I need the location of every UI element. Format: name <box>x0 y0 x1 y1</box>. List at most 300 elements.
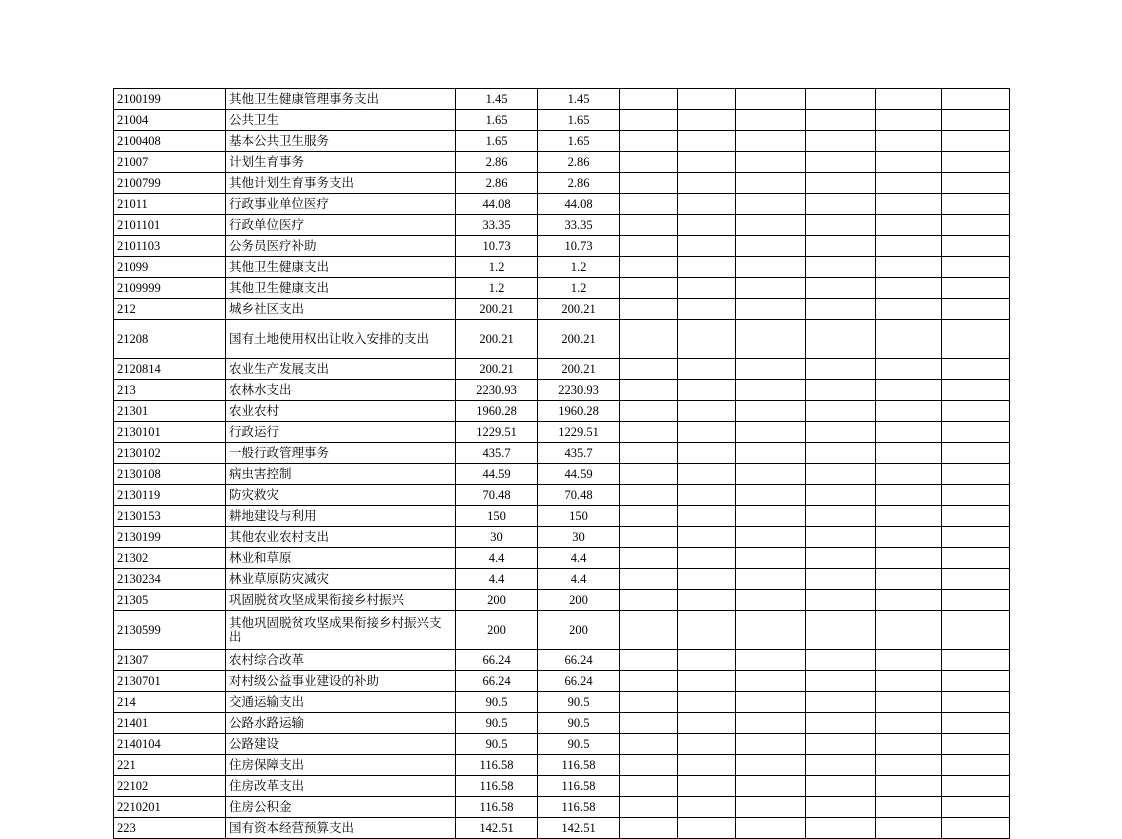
cell-amount-total: 90.5 <box>456 713 538 734</box>
cell-item-name: 农业农村 <box>226 401 456 422</box>
cell-empty <box>942 422 1010 443</box>
cell-item-name: 行政运行 <box>226 422 456 443</box>
table-row <box>114 401 1010 422</box>
cell-empty <box>678 257 736 278</box>
cell-empty <box>876 527 942 548</box>
cell-empty <box>678 506 736 527</box>
cell-empty <box>620 734 678 755</box>
cell-empty <box>678 671 736 692</box>
table-row <box>114 734 1010 755</box>
cell-item-name: 住房保障支出 <box>226 755 456 776</box>
cell-empty <box>736 527 806 548</box>
cell-empty <box>678 380 736 401</box>
cell-empty <box>806 818 876 839</box>
cell-empty <box>620 131 678 152</box>
table-row <box>114 671 1010 692</box>
cell-amount-total: 1.65 <box>456 110 538 131</box>
cell-empty <box>806 173 876 194</box>
cell-amount-total: 200.21 <box>456 299 538 320</box>
cell-empty <box>620 380 678 401</box>
cell-empty <box>736 173 806 194</box>
cell-code: 21007 <box>114 152 226 173</box>
cell-empty <box>620 443 678 464</box>
cell-empty <box>620 548 678 569</box>
cell-amount-basic: 200.21 <box>538 359 620 380</box>
cell-amount-basic: 90.5 <box>538 692 620 713</box>
cell-item-name: 交通运输支出 <box>226 692 456 713</box>
cell-empty <box>806 359 876 380</box>
cell-amount-total: 70.48 <box>456 485 538 506</box>
cell-empty <box>678 776 736 797</box>
cell-empty <box>806 194 876 215</box>
cell-empty <box>678 590 736 611</box>
cell-amount-basic: 33.35 <box>538 215 620 236</box>
cell-empty <box>678 692 736 713</box>
cell-amount-total: 200.21 <box>456 359 538 380</box>
cell-empty <box>678 278 736 299</box>
cell-empty <box>876 671 942 692</box>
cell-empty <box>736 152 806 173</box>
cell-item-name: 巩固脱贫攻坚成果衔接乡村振兴 <box>226 590 456 611</box>
table-row <box>114 236 1010 257</box>
cell-empty <box>736 131 806 152</box>
cell-empty <box>876 590 942 611</box>
cell-empty <box>876 110 942 131</box>
cell-empty <box>678 548 736 569</box>
cell-empty <box>678 485 736 506</box>
cell-amount-total: 435.7 <box>456 443 538 464</box>
cell-amount-total: 116.58 <box>456 776 538 797</box>
cell-code: 2101103 <box>114 236 226 257</box>
cell-empty <box>876 776 942 797</box>
cell-amount-basic: 66.24 <box>538 650 620 671</box>
cell-empty <box>806 734 876 755</box>
cell-amount-basic: 200.21 <box>538 299 620 320</box>
cell-empty <box>806 131 876 152</box>
cell-empty <box>736 548 806 569</box>
cell-empty <box>736 464 806 485</box>
cell-item-name: 病虫害控制 <box>226 464 456 485</box>
cell-amount-basic: 1.65 <box>538 110 620 131</box>
cell-empty <box>806 152 876 173</box>
cell-amount-basic: 44.08 <box>538 194 620 215</box>
cell-empty <box>620 650 678 671</box>
cell-empty <box>736 776 806 797</box>
cell-amount-basic: 44.59 <box>538 464 620 485</box>
cell-code: 2101101 <box>114 215 226 236</box>
cell-item-name: 其他农业农村支出 <box>226 527 456 548</box>
cell-empty <box>620 590 678 611</box>
cell-code: 221 <box>114 755 226 776</box>
cell-empty <box>736 485 806 506</box>
cell-empty <box>806 278 876 299</box>
cell-amount-total: 2.86 <box>456 173 538 194</box>
cell-empty <box>736 590 806 611</box>
cell-empty <box>942 755 1010 776</box>
cell-code: 2130119 <box>114 485 226 506</box>
cell-empty <box>678 755 736 776</box>
table-row <box>114 527 1010 548</box>
cell-code: 2100408 <box>114 131 226 152</box>
cell-empty <box>876 734 942 755</box>
cell-empty <box>736 299 806 320</box>
cell-amount-basic: 4.4 <box>538 569 620 590</box>
table-row <box>114 650 1010 671</box>
cell-empty <box>678 401 736 422</box>
cell-empty <box>620 818 678 839</box>
cell-empty <box>876 818 942 839</box>
cell-empty <box>620 173 678 194</box>
cell-empty <box>942 590 1010 611</box>
cell-code: 21099 <box>114 257 226 278</box>
cell-empty <box>942 278 1010 299</box>
cell-amount-basic: 116.58 <box>538 755 620 776</box>
cell-empty <box>806 380 876 401</box>
cell-code: 21307 <box>114 650 226 671</box>
cell-empty <box>806 320 876 359</box>
cell-amount-basic: 200 <box>538 611 620 650</box>
cell-empty <box>806 401 876 422</box>
cell-empty <box>620 776 678 797</box>
cell-empty <box>876 236 942 257</box>
cell-amount-total: 4.4 <box>456 569 538 590</box>
cell-code: 2140104 <box>114 734 226 755</box>
cell-empty <box>942 215 1010 236</box>
cell-code: 2130199 <box>114 527 226 548</box>
cell-amount-basic: 2230.93 <box>538 380 620 401</box>
table-row <box>114 380 1010 401</box>
cell-empty <box>876 797 942 818</box>
cell-code: 2130701 <box>114 671 226 692</box>
cell-item-name: 防灾救灾 <box>226 485 456 506</box>
table-row <box>114 548 1010 569</box>
cell-empty <box>876 278 942 299</box>
cell-code: 2100199 <box>114 89 226 110</box>
cell-code: 2100799 <box>114 173 226 194</box>
cell-amount-basic: 90.5 <box>538 734 620 755</box>
cell-amount-basic: 1.45 <box>538 89 620 110</box>
cell-item-name: 公路水路运输 <box>226 713 456 734</box>
cell-code: 2130108 <box>114 464 226 485</box>
cell-amount-basic: 200.21 <box>538 320 620 359</box>
cell-amount-total: 1.2 <box>456 278 538 299</box>
table-row <box>114 152 1010 173</box>
cell-item-name: 城乡社区支出 <box>226 299 456 320</box>
cell-empty <box>620 278 678 299</box>
cell-empty <box>942 611 1010 650</box>
cell-item-name: 其他卫生健康支出 <box>226 278 456 299</box>
cell-empty <box>620 671 678 692</box>
cell-empty <box>942 464 1010 485</box>
cell-empty <box>806 650 876 671</box>
cell-empty <box>942 194 1010 215</box>
cell-item-name: 公路建设 <box>226 734 456 755</box>
cell-empty <box>806 422 876 443</box>
cell-empty <box>876 299 942 320</box>
cell-code: 2130102 <box>114 443 226 464</box>
cell-empty <box>942 236 1010 257</box>
table-row <box>114 818 1010 839</box>
table-row <box>114 359 1010 380</box>
cell-empty <box>942 797 1010 818</box>
cell-code: 2130153 <box>114 506 226 527</box>
cell-item-name: 其他卫生健康管理事务支出 <box>226 89 456 110</box>
cell-empty <box>736 569 806 590</box>
cell-item-name: 林业草原防灾减灾 <box>226 569 456 590</box>
cell-empty <box>678 299 736 320</box>
cell-empty <box>942 692 1010 713</box>
cell-empty <box>806 299 876 320</box>
cell-empty <box>620 569 678 590</box>
cell-item-name: 其他计划生育事务支出 <box>226 173 456 194</box>
cell-item-name: 公共卫生 <box>226 110 456 131</box>
cell-amount-total: 116.58 <box>456 797 538 818</box>
cell-empty <box>806 257 876 278</box>
cell-empty <box>942 257 1010 278</box>
cell-empty <box>806 236 876 257</box>
cell-empty <box>806 485 876 506</box>
cell-amount-basic: 10.73 <box>538 236 620 257</box>
table-row <box>114 485 1010 506</box>
cell-amount-total: 1.2 <box>456 257 538 278</box>
cell-code: 214 <box>114 692 226 713</box>
cell-amount-total: 10.73 <box>456 236 538 257</box>
cell-empty <box>736 443 806 464</box>
cell-empty <box>806 443 876 464</box>
cell-empty <box>876 215 942 236</box>
cell-amount-basic: 116.58 <box>538 797 620 818</box>
cell-empty <box>876 650 942 671</box>
cell-empty <box>678 110 736 131</box>
cell-empty <box>678 569 736 590</box>
cell-empty <box>620 506 678 527</box>
cell-empty <box>806 755 876 776</box>
cell-empty <box>678 89 736 110</box>
cell-item-name: 行政单位医疗 <box>226 215 456 236</box>
cell-empty <box>942 152 1010 173</box>
cell-empty <box>678 173 736 194</box>
cell-empty <box>876 422 942 443</box>
cell-amount-basic: 1960.28 <box>538 401 620 422</box>
table-row <box>114 215 1010 236</box>
table-row <box>114 569 1010 590</box>
cell-amount-basic: 90.5 <box>538 713 620 734</box>
cell-empty <box>876 548 942 569</box>
table-row <box>114 506 1010 527</box>
cell-empty <box>876 194 942 215</box>
cell-empty <box>736 320 806 359</box>
cell-empty <box>736 755 806 776</box>
table-row <box>114 611 1010 650</box>
cell-empty <box>736 713 806 734</box>
cell-item-name: 对村级公益事业建设的补助 <box>226 671 456 692</box>
cell-item-name: 国有土地使用权出让收入安排的支出 <box>226 320 456 359</box>
cell-empty <box>620 236 678 257</box>
cell-amount-total: 200 <box>456 611 538 650</box>
cell-empty <box>620 755 678 776</box>
cell-item-name: 其他卫生健康支出 <box>226 257 456 278</box>
cell-amount-basic: 2.86 <box>538 173 620 194</box>
cell-amount-basic: 116.58 <box>538 776 620 797</box>
cell-empty <box>736 89 806 110</box>
cell-amount-total: 4.4 <box>456 548 538 569</box>
cell-empty <box>806 692 876 713</box>
cell-item-name: 公务员医疗补助 <box>226 236 456 257</box>
table-row <box>114 257 1010 278</box>
cell-code: 21011 <box>114 194 226 215</box>
table-row <box>114 464 1010 485</box>
cell-item-name: 住房公积金 <box>226 797 456 818</box>
cell-amount-basic: 2.86 <box>538 152 620 173</box>
cell-empty <box>620 692 678 713</box>
cell-amount-basic: 66.24 <box>538 671 620 692</box>
cell-empty <box>806 569 876 590</box>
cell-code: 2210201 <box>114 797 226 818</box>
cell-empty <box>678 818 736 839</box>
cell-empty <box>736 215 806 236</box>
cell-empty <box>736 818 806 839</box>
cell-code: 213 <box>114 380 226 401</box>
cell-amount-total: 116.58 <box>456 755 538 776</box>
cell-empty <box>942 401 1010 422</box>
cell-empty <box>736 671 806 692</box>
cell-empty <box>678 464 736 485</box>
cell-empty <box>678 320 736 359</box>
cell-item-name: 国有资本经营预算支出 <box>226 818 456 839</box>
cell-code: 21401 <box>114 713 226 734</box>
table-row <box>114 590 1010 611</box>
cell-empty <box>876 464 942 485</box>
cell-amount-basic: 4.4 <box>538 548 620 569</box>
table-row <box>114 89 1010 110</box>
cell-amount-basic: 1.65 <box>538 131 620 152</box>
cell-empty <box>876 485 942 506</box>
cell-empty <box>736 257 806 278</box>
cell-empty <box>876 569 942 590</box>
cell-code: 21302 <box>114 548 226 569</box>
table-row <box>114 755 1010 776</box>
cell-empty <box>876 755 942 776</box>
cell-empty <box>942 506 1010 527</box>
cell-empty <box>620 299 678 320</box>
cell-amount-total: 1229.51 <box>456 422 538 443</box>
cell-code: 21305 <box>114 590 226 611</box>
cell-empty <box>942 548 1010 569</box>
cell-empty <box>876 713 942 734</box>
table-row <box>114 692 1010 713</box>
cell-empty <box>736 650 806 671</box>
cell-empty <box>876 152 942 173</box>
cell-item-name: 行政事业单位医疗 <box>226 194 456 215</box>
cell-empty <box>876 131 942 152</box>
cell-empty <box>806 548 876 569</box>
cell-empty <box>876 380 942 401</box>
cell-amount-total: 33.35 <box>456 215 538 236</box>
cell-empty <box>678 713 736 734</box>
table-row <box>114 278 1010 299</box>
cell-empty <box>620 464 678 485</box>
cell-amount-basic: 70.48 <box>538 485 620 506</box>
table-row <box>114 320 1010 359</box>
cell-empty <box>736 380 806 401</box>
cell-empty <box>942 89 1010 110</box>
cell-empty <box>876 401 942 422</box>
cell-empty <box>620 194 678 215</box>
cell-code: 21004 <box>114 110 226 131</box>
cell-empty <box>736 611 806 650</box>
cell-empty <box>806 215 876 236</box>
cell-amount-total: 150 <box>456 506 538 527</box>
cell-amount-basic: 200 <box>538 590 620 611</box>
cell-empty <box>876 89 942 110</box>
cell-item-name: 耕地建设与利用 <box>226 506 456 527</box>
cell-empty <box>678 152 736 173</box>
cell-code: 2109999 <box>114 278 226 299</box>
cell-amount-total: 66.24 <box>456 671 538 692</box>
cell-amount-basic: 435.7 <box>538 443 620 464</box>
cell-item-name: 农林水支出 <box>226 380 456 401</box>
cell-amount-total: 2.86 <box>456 152 538 173</box>
cell-empty <box>806 713 876 734</box>
cell-code: 21208 <box>114 320 226 359</box>
cell-empty <box>942 359 1010 380</box>
cell-empty <box>876 443 942 464</box>
cell-empty <box>678 359 736 380</box>
cell-empty <box>942 380 1010 401</box>
cell-empty <box>736 734 806 755</box>
cell-empty <box>806 89 876 110</box>
cell-empty <box>620 89 678 110</box>
cell-code: 223 <box>114 818 226 839</box>
cell-empty <box>806 590 876 611</box>
cell-empty <box>942 713 1010 734</box>
cell-empty <box>806 110 876 131</box>
cell-empty <box>620 401 678 422</box>
cell-empty <box>942 527 1010 548</box>
cell-empty <box>678 215 736 236</box>
cell-code: 2130599 <box>114 611 226 650</box>
budget-table <box>113 88 1010 839</box>
cell-empty <box>620 257 678 278</box>
cell-item-name: 其他巩固脱贫攻坚成果衔接乡村振兴支出 <box>226 611 456 650</box>
cell-empty <box>806 671 876 692</box>
cell-empty <box>942 110 1010 131</box>
cell-empty <box>876 320 942 359</box>
cell-empty <box>736 359 806 380</box>
cell-amount-total: 44.08 <box>456 194 538 215</box>
cell-empty <box>806 611 876 650</box>
table-row <box>114 173 1010 194</box>
table-row <box>114 443 1010 464</box>
cell-empty <box>736 110 806 131</box>
cell-empty <box>678 236 736 257</box>
cell-empty <box>942 299 1010 320</box>
cell-amount-total: 44.59 <box>456 464 538 485</box>
cell-empty <box>678 797 736 818</box>
cell-empty <box>806 776 876 797</box>
cell-code: 2130234 <box>114 569 226 590</box>
cell-empty <box>620 797 678 818</box>
cell-empty <box>942 485 1010 506</box>
cell-empty <box>942 818 1010 839</box>
cell-empty <box>678 734 736 755</box>
cell-empty <box>620 215 678 236</box>
cell-empty <box>736 422 806 443</box>
cell-empty <box>620 527 678 548</box>
cell-amount-basic: 30 <box>538 527 620 548</box>
cell-empty <box>678 422 736 443</box>
cell-empty <box>942 320 1010 359</box>
